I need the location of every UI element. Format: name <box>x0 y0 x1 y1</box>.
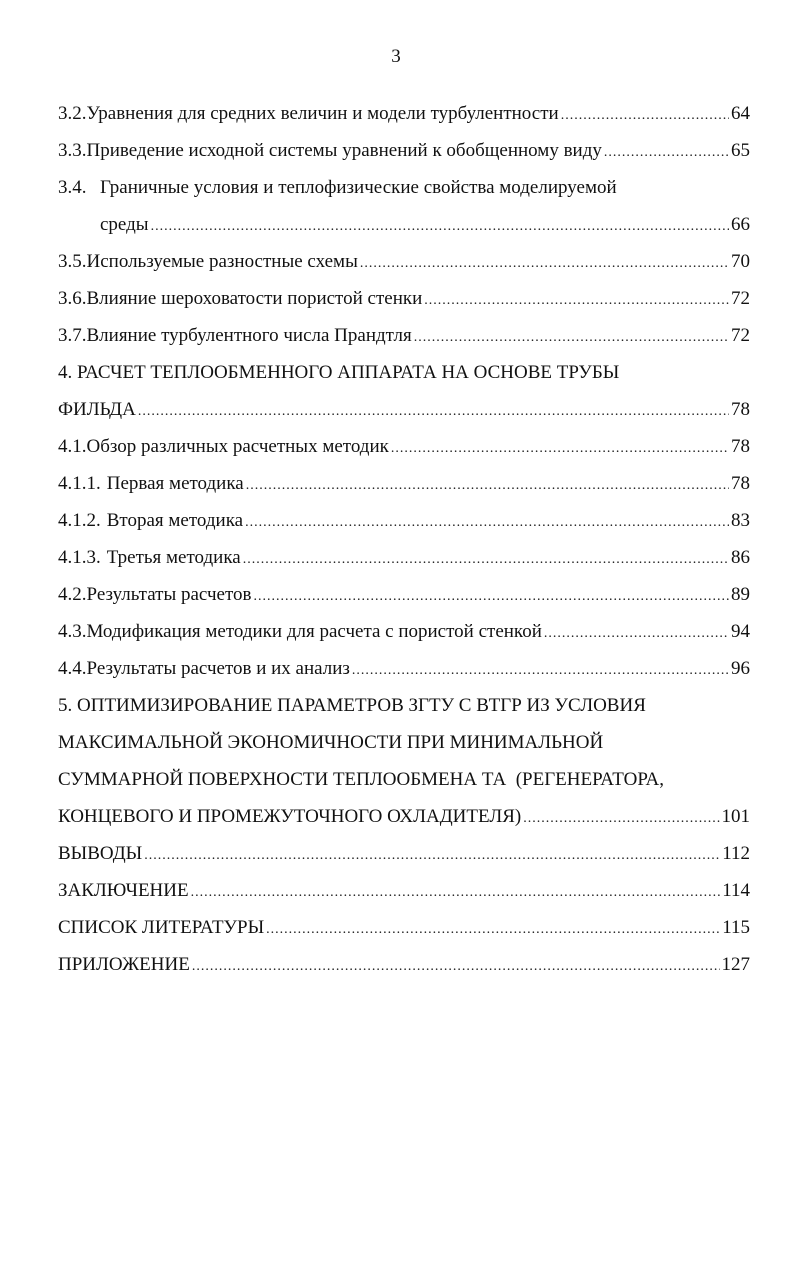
toc-entry-page: 89 <box>731 584 750 605</box>
toc-entry-title: Уравнения для средних величин и модели турбулентности <box>86 103 559 124</box>
toc-entry-title: ВЫВОДЫ <box>58 843 143 864</box>
dot-leader <box>138 393 729 430</box>
dot-leader <box>544 615 729 652</box>
toc-chapter-title: 4. РАСЧЕТ ТЕПЛООБМЕННОГО АППАРАТА НА ОСНОВЕ ТРУБЫ <box>58 362 620 383</box>
toc-entry-number: 4.1.2. <box>58 510 101 531</box>
toc-entry-references[interactable] <box>58 909 750 946</box>
toc-entry-4-4[interactable] <box>58 650 750 687</box>
page-number: 3 <box>391 46 401 67</box>
toc-entry-title: Обзор различных расчетных методик <box>86 436 389 457</box>
toc-entry-page: 86 <box>731 547 750 568</box>
dot-leader <box>144 837 720 874</box>
toc-entry-number: 4.1.1. <box>58 473 101 494</box>
toc-entry-title: ПРИЛОЖЕНИЕ <box>58 954 190 975</box>
toc-entry-page: 83 <box>731 510 750 531</box>
toc-entry-page: 78 <box>731 436 750 457</box>
toc-entry-page: 72 <box>731 288 750 309</box>
toc-entry-title: Третья методика <box>106 547 241 568</box>
toc-entry-page: 96 <box>731 658 750 679</box>
toc-chapter-title-continued: КОНЦЕВОГО И ПРОМЕЖУТОЧНОГО ОХЛАДИТЕЛЯ) <box>58 806 522 827</box>
toc-entry-number: 3.3. <box>58 140 87 161</box>
dot-leader <box>266 911 720 948</box>
toc-entry-title: Граничные условия и теплофизические свойства моделируемой <box>100 177 617 198</box>
toc-entry-3-3[interactable] <box>58 132 750 169</box>
toc-entry-3-2[interactable] <box>58 95 750 132</box>
dot-leader <box>523 800 719 837</box>
dot-leader <box>352 652 729 689</box>
toc-entry-number: 3.5. <box>58 251 87 272</box>
dot-leader <box>561 97 729 134</box>
toc-entry-title: Влияние шероховатости пористой стенки <box>86 288 423 309</box>
toc-entry-title: СПИСОК ЛИТЕРАТУРЫ <box>58 917 265 938</box>
dot-leader <box>360 245 729 282</box>
toc-entry-number: 4.1.3. <box>58 547 101 568</box>
toc-entry-page: 65 <box>731 140 750 161</box>
toc-entry-page: 64 <box>731 103 750 124</box>
toc-chapter-title-continued: СУММАРНОЙ ПОВЕРХНОСТИ ТЕПЛООБМЕНА ТА (РЕГЕНЕРАТОРА, <box>58 769 664 790</box>
dot-leader <box>391 430 729 467</box>
toc-chapter-4-line2[interactable] <box>58 391 750 428</box>
toc-entry-appendix[interactable] <box>58 946 750 983</box>
toc-entry-number: 3.2. <box>58 103 87 124</box>
toc-chapter-4-line1[interactable] <box>58 354 750 391</box>
toc-entry-conclusions[interactable] <box>58 835 750 872</box>
dot-leader <box>245 504 729 541</box>
toc-chapter-title-continued: МАКСИМАЛЬНОЙ ЭКОНОМИЧНОСТИ ПРИ МИНИМАЛЬНОЙ <box>58 732 604 753</box>
toc-entry-number: 3.4. <box>58 177 87 198</box>
toc-entry-page: 115 <box>722 917 750 938</box>
dot-leader <box>191 874 721 911</box>
dot-leader <box>151 208 729 245</box>
toc-entry-number: 4.3. <box>58 621 87 642</box>
toc-entry-page: 94 <box>731 621 750 642</box>
toc-entry-title: Приведение исходной системы уравнений к обобщенному виду <box>86 140 602 161</box>
toc-entry-number: 3.7. <box>58 325 87 346</box>
toc-entry-title-continued: среды <box>100 214 149 235</box>
toc-entry-3-4-line1[interactable] <box>58 169 750 206</box>
toc-entry-page: 78 <box>731 473 750 494</box>
toc-entry-page: 66 <box>731 214 750 235</box>
toc-entry-title: ЗАКЛЮЧЕНИЕ <box>58 880 189 901</box>
toc-chapter-title-continued: ФИЛЬДА <box>58 399 136 420</box>
toc-entry-page: 112 <box>722 843 750 864</box>
toc-chapter-5-line3[interactable] <box>58 761 750 798</box>
toc-entry-3-4-line2[interactable] <box>58 206 750 243</box>
dot-leader <box>604 134 729 171</box>
toc-entry-title: Результаты расчетов и их анализ <box>86 658 350 679</box>
toc-entry-number: 3.6. <box>58 288 87 309</box>
toc-entry-number: 4.1. <box>58 436 87 457</box>
toc-entry-3-7[interactable] <box>58 317 750 354</box>
toc-entry-3-5[interactable] <box>58 243 750 280</box>
toc-entry-3-6[interactable] <box>58 280 750 317</box>
toc-chapter-5-line4[interactable] <box>58 798 750 835</box>
dot-leader <box>192 948 720 985</box>
toc-entry-page: 72 <box>731 325 750 346</box>
dot-leader <box>253 578 729 615</box>
dot-leader <box>414 319 729 356</box>
toc-entry-page: 70 <box>731 251 750 272</box>
toc-entry-title: Используемые разностные схемы <box>86 251 358 272</box>
toc-entry-4-1-3[interactable] <box>58 539 750 576</box>
toc-chapter-5-line2[interactable] <box>58 724 750 761</box>
toc-entry-4-3[interactable] <box>58 613 750 650</box>
toc-chapter-5-line1[interactable] <box>58 687 750 724</box>
toc-entry-page: 101 <box>721 806 750 827</box>
toc-entry-title: Вторая методика <box>106 510 244 531</box>
dot-leader <box>246 467 729 504</box>
toc-entry-number: 4.4. <box>58 658 87 679</box>
toc-entry-4-1-2[interactable] <box>58 502 750 539</box>
toc-entry-page: 78 <box>731 399 750 420</box>
toc-entry-number: 4.2. <box>58 584 87 605</box>
toc-entry-title: Влияние турбулентного числа Прандтля <box>86 325 412 346</box>
toc-entry-title: Первая методика <box>106 473 244 494</box>
toc-entry-4-1-1[interactable] <box>58 465 750 502</box>
toc-chapter-title: 5. ОПТИМИЗИРОВАНИЕ ПАРАМЕТРОВ ЗГТУ С ВТГР ИЗ УСЛОВИЯ <box>58 695 646 716</box>
toc-entry-title: Результаты расчетов <box>86 584 252 605</box>
dot-leader <box>424 282 729 319</box>
toc-entry-page: 127 <box>721 954 750 975</box>
table-of-contents <box>58 95 750 983</box>
dot-leader <box>243 541 729 578</box>
toc-entry-4-1[interactable] <box>58 428 750 465</box>
toc-entry-summary[interactable] <box>58 872 750 909</box>
toc-entry-title: Модификация методики для расчета с пористой стенкой <box>86 621 542 642</box>
toc-entry-page: 114 <box>722 880 750 901</box>
toc-entry-4-2[interactable] <box>58 576 750 613</box>
